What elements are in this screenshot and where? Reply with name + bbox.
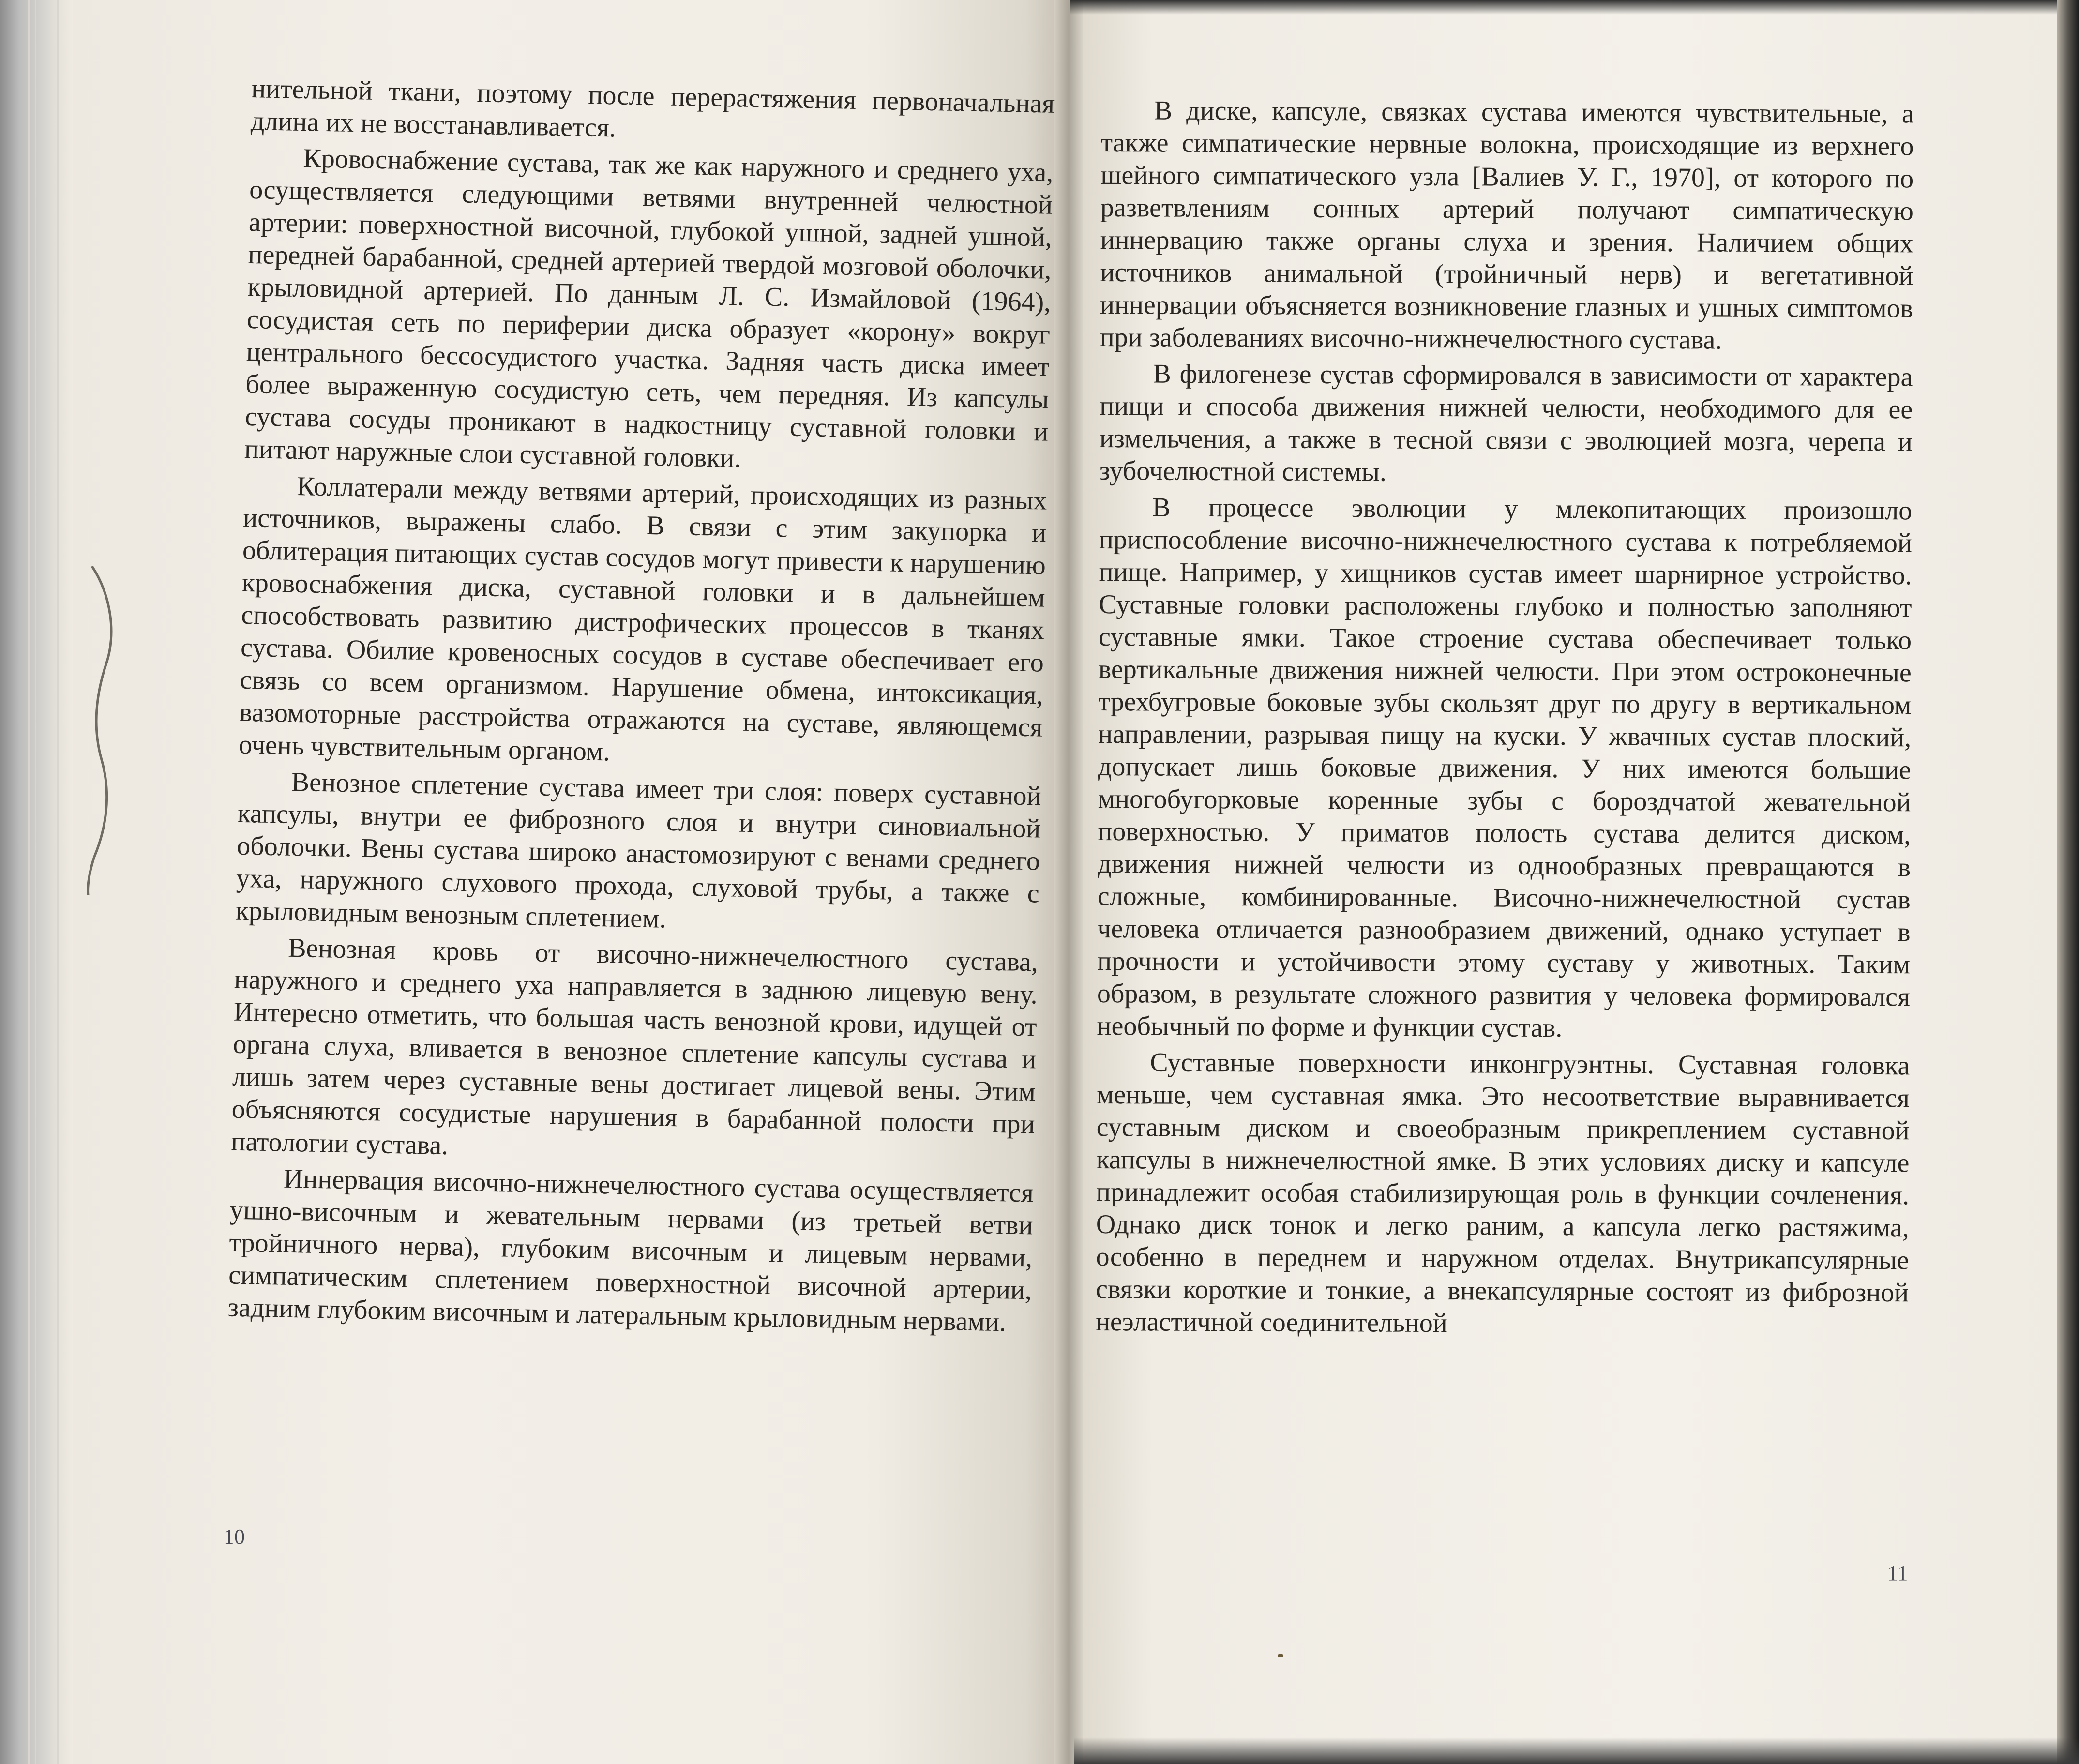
paragraph: В процессе эволюции у млекопитающих произошло приспособление височно-нижнечелюстного сустава к потребляемой пище. Например, у хищников сустав имеет шарнирное устройство. Суставные головки расположены глубоко и полностью заполняют суставные ямки. Такое строение сустава обеспечивает только вертикальные движения нижней челюсти. При этом остроконечные трехбугровые боковые зубы скользят друг по другу в вертикальном направлении, разрывая пищу на куски. У жвачных сустав плоский, допускает лишь боковые движения. У них имеются большие многобугорковые коренные зубы с бороздчатой жевательной поверхностью. У приматов полость сустава делится диском, движения нижней челюсти из однообразных превращаются в сложные, комбинированные. Височно-нижнечелюстной сустав человека отличается разнообразием движений, однако уступает в прочности и устойчивости этому суставу у животных. Таким образом, в результате сложного развития у человека формировался необычный по форме и функции сустав.: [1097, 492, 1913, 1043]
left-page-number: 10: [224, 1525, 245, 1549]
right-page-text: [1096, 94, 1914, 1345]
right-page-number: 11: [1887, 1561, 1908, 1585]
paragraph: Иннервация височно-нижнечелюстного сустава осуществляется ушно-височным и жевательным нервами (из третьей ветви тройничного нерва), глубоким височным и лицевым нервами, симпатическим сплетением поверхностной височной артерии, задним глубоким височным и латеральным крыловидным нервами.: [227, 1163, 1034, 1338]
paragraph: нительной ткани, поэтому после перерастяжения первоначальная длина их не восстанавливается.: [250, 73, 1055, 143]
paragraph: Суставные поверхности инконгруэнтны. Суставная головка меньше, чем суставная ямка. Это несоответствие выравнивается суставным диском и своеобразным прикреплением суставной капсулы в нижнечелюстной ямке. В этих условиях диску и капсуле принадлежит особая стабилизирующая роль в функции сочленения. Однако диск тонок и легко раним, а капсула легко растяжима, особенно в переднем и наружном отделах. Внутрикапсулярные связки короткие и тонкие, а внекапсулярные состоят из фиброзной неэластичной соединительной: [1095, 1047, 1910, 1339]
paragraph: Кровоснабжение сустава, так же как наружного и среднего уха, осуществляется следующими ветвями внутренней челюстной артерии: поверхностной височной, глубокой ушной, задней ушной, передней барабанной, средней артерией твердой мозговой оболочки, крыловидной артерией. По данным Л. С. Измайловой (1964), сосудистая сеть по периферии диска образует «корону» вокруг центрального бессосудистого участка. Задняя часть диска имеет более выраженную сосудистую сеть, чем передняя. Из капсулы сустава сосуды проникают в надкостницу суставной головки и питают наружные слои суставной головки.: [244, 143, 1054, 474]
paragraph: В диске, капсуле, связках сустава имеются чувствительные, а также симпатические нервные волокна, происходящие из верхнего шейного симпатического узла [Валиев У. Г., 1970], от которого по разветвлениям сонных артерий получают симпатическую иннервацию также органы слуха и зрения. Наличием общих источников анимальной (тройничный нерв) и вегетативной иннервации объясняется возникновение глазных и ушных симптомов при заболеваниях височно-нижнечелюстного сустава.: [1100, 95, 1914, 355]
scanner-shadow-top: [1070, 0, 2079, 15]
book-gutter: [1054, 0, 1083, 1764]
paper-speck: [1278, 1654, 1283, 1657]
paragraph: Коллатерали между ветвями артерий, происходящих из разных источников, выражены слабо. В связи с этим закупорка и облитерация питающих сустав сосудов могут привести к нарушению кровоснабжения диска, суставной головки и в дальнейшем способствовать развитию дистрофических процессов в тканях сустава. Обилие кровеносных сосудов в суставе обеспечивает его связь со всем организмом. Нарушение обмена, интоксикация, вазомоторные расстройства отражаются на суставе, являющемся очень чувствительным органом.: [238, 471, 1047, 767]
book-spine-edge: [0, 0, 73, 1764]
paragraph: Венозная кровь от височно-нижнечелюстного сустава, наружного и среднего уха направляется в заднюю лицевую вену. Интересно отметить, что большая часть венозной крови, идущей от органа слуха, вливается в венозное сплетение капсулы сустава и лишь затем через суставные вены достигает лицевой вены. Этим объясняются сосудистые нарушения в барабанной полости при патологии сустава.: [230, 933, 1039, 1161]
paragraph: Венозное сплетение сустава имеет три слоя: поверх суставной капсулы, внутри ее фиброзного слоя и внутри синовиальной оболочки. Вены сустава широко анастомозируют с венами среднего уха, наружного слухового прохода, слуховой трубы, а также с крыловидным венозным сплетением.: [235, 767, 1042, 934]
paragraph: В филогенезе сустав сформировался в зависимости от характера пищи и способа движения нижней челюсти, необходимого для ее измельчения, а также в тесной связи с эволюцией мозга, черепа и зубочелюстной системы.: [1099, 359, 1913, 487]
torn-page-edge: [73, 566, 126, 895]
left-page-text: [227, 73, 1055, 1343]
scanner-shadow-bottom: [1074, 1737, 2079, 1764]
scanner-shadow-right: [2057, 0, 2079, 1764]
